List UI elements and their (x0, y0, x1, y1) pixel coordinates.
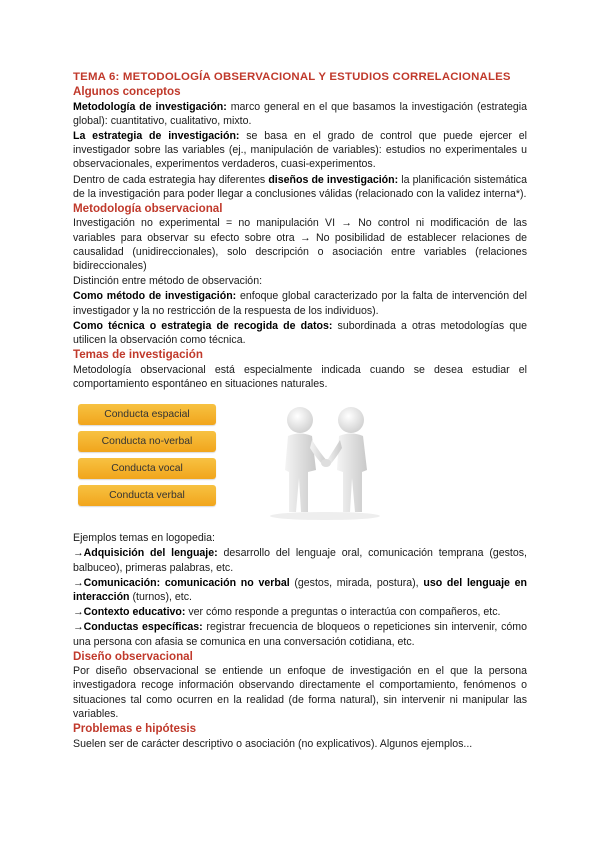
paragraph-disenos (73, 173, 527, 201)
example-comunicacion (73, 576, 527, 604)
arrow-icon: → (73, 606, 84, 619)
text-como-tecnica: subordinada a otras metodologías que utilicen la observación como técnica. (73, 319, 527, 347)
arrow-icon: → (73, 547, 84, 560)
box-conducta-vocal: Conducta vocal (78, 458, 216, 479)
document-title: TEMA 6: METODOLOGÍA OBSERVACIONAL Y ESTUDIOS CORRELACIONALES (73, 71, 511, 83)
text-comunicacion-b: (turnos), etc. (129, 590, 192, 603)
example-contexto (73, 605, 527, 619)
text-contexto: ver cómo responde a preguntas o interactúa con compañeros, etc. (185, 606, 501, 619)
arrow-icon: → (73, 576, 84, 589)
text-metodologia: marco general en el que basamos la investigación (estrategia global): cuantitativo, cualitativo, mixto. (73, 100, 527, 127)
paragraph-como-tecnica (73, 319, 527, 347)
conducta-list (78, 404, 216, 512)
paragraph-como-metodo (73, 289, 527, 317)
heading-algunos-conceptos: Algunos conceptos (73, 85, 181, 98)
example-conductas (73, 620, 527, 648)
heading-diseno-observacional: Diseño observacional (73, 649, 193, 663)
text-conductas: registrar frecuencia de bloqueos o repeticiones sin intervenir, cómo una persona con afasia se comunica en una conversación cotidiana, etc. (73, 621, 527, 648)
paragraph-temas: Metodología observacional está especialmente indicada cuando se desea estudiar el comportamiento espontáneo en situaciones naturales. (73, 363, 527, 390)
box-conducta-verbal: Conducta verbal (78, 485, 216, 506)
example-adquisicion (73, 546, 527, 574)
text-como-metodo: enfoque global caracterizado por la falta de intervención del investigador y la no restricción de la respuesta de los individuos). (73, 290, 528, 317)
heading-metodologia-observacional: Metodología observacional (73, 201, 223, 215)
document-page (73, 70, 527, 752)
term-como-tecnica: Como técnica o estrategia de recogida de datos: (73, 319, 333, 332)
paragraph-estrategia (73, 129, 527, 172)
paragraph-problemas: Suelen ser de carácter descriptivo o asociación (no explicativos). Algunos ejemplos... (73, 737, 473, 750)
term-estrategia: La estrategia de investigación: (73, 129, 240, 142)
term-disenos: diseños de investigación: (268, 173, 399, 186)
paragraph-no-experimental: Investigación no experimental = no manipulación VI → No control ni modificación de las variables para observar su efecto sobre otra → No posibilidad de establecer relaciones de causalidad (unidireccionales), solo descripción o asociación entre variables (relaciones bidireccionales) (73, 217, 527, 273)
arrow-icon: → (73, 621, 84, 634)
term-comunicacion: Comunicación: comunicación no verbal (83, 576, 290, 589)
paragraph-distincion: Distinción entre método de observación: (73, 275, 263, 288)
paragraph-ejemplos-intro: Ejemplos temas en logopedia: (73, 532, 215, 545)
figure-conductas (73, 398, 527, 526)
text-estrategia: se basa en el grado de control que puede ejercer el investigador sobre las variables (ej., manipulación de variables): estudios no experimentales u observacionales, experimentos verdaderos, cuasi-experimentos. (73, 129, 527, 171)
paragraph-diseno: Por diseño observacional se entiende un enfoque de investigación en el que la persona investigadora recoge información observando directamente el comportamiento, fenómenos o situaciones tal como ocurren en la realidad (de forma natural), sin intervenir ni manipular las variables. (73, 665, 527, 720)
term-adquisicion: Adquisición del lenguaje: (83, 547, 218, 560)
text-comunicacion-a: (gestos, mirada, postura), (289, 576, 424, 589)
term-metodologia: Metodología de investigación: (73, 100, 227, 113)
term-uso-lenguaje: uso del lenguaje en interacción (73, 576, 527, 603)
text-disenos-a: Dentro de cada estrategia hay diferentes (73, 173, 269, 186)
heading-temas-investigacion: Temas de investigación (73, 348, 203, 362)
term-como-metodo: Como método de investigación: (73, 290, 237, 303)
paragraph-metodologia (73, 100, 527, 128)
handshake-figures-image (258, 398, 393, 523)
heading-problemas-hipotesis: Problemas e hipótesis (73, 722, 197, 736)
text-adquisicion: desarrollo del lenguaje oral, comunicación temprana (gestos, balbuceo), primeras palabras, etc. (73, 547, 527, 574)
box-conducta-no-verbal: Conducta no-verbal (78, 431, 216, 452)
text-disenos-b: la planificación sistemática de la investigación para poder llegar a conclusiones válidas (relacionado con la validez interna*). (73, 173, 527, 200)
box-conducta-espacial: Conducta espacial (78, 404, 216, 425)
term-conductas: Conductas específicas: (83, 621, 203, 634)
term-contexto: Contexto educativo: (83, 606, 186, 619)
